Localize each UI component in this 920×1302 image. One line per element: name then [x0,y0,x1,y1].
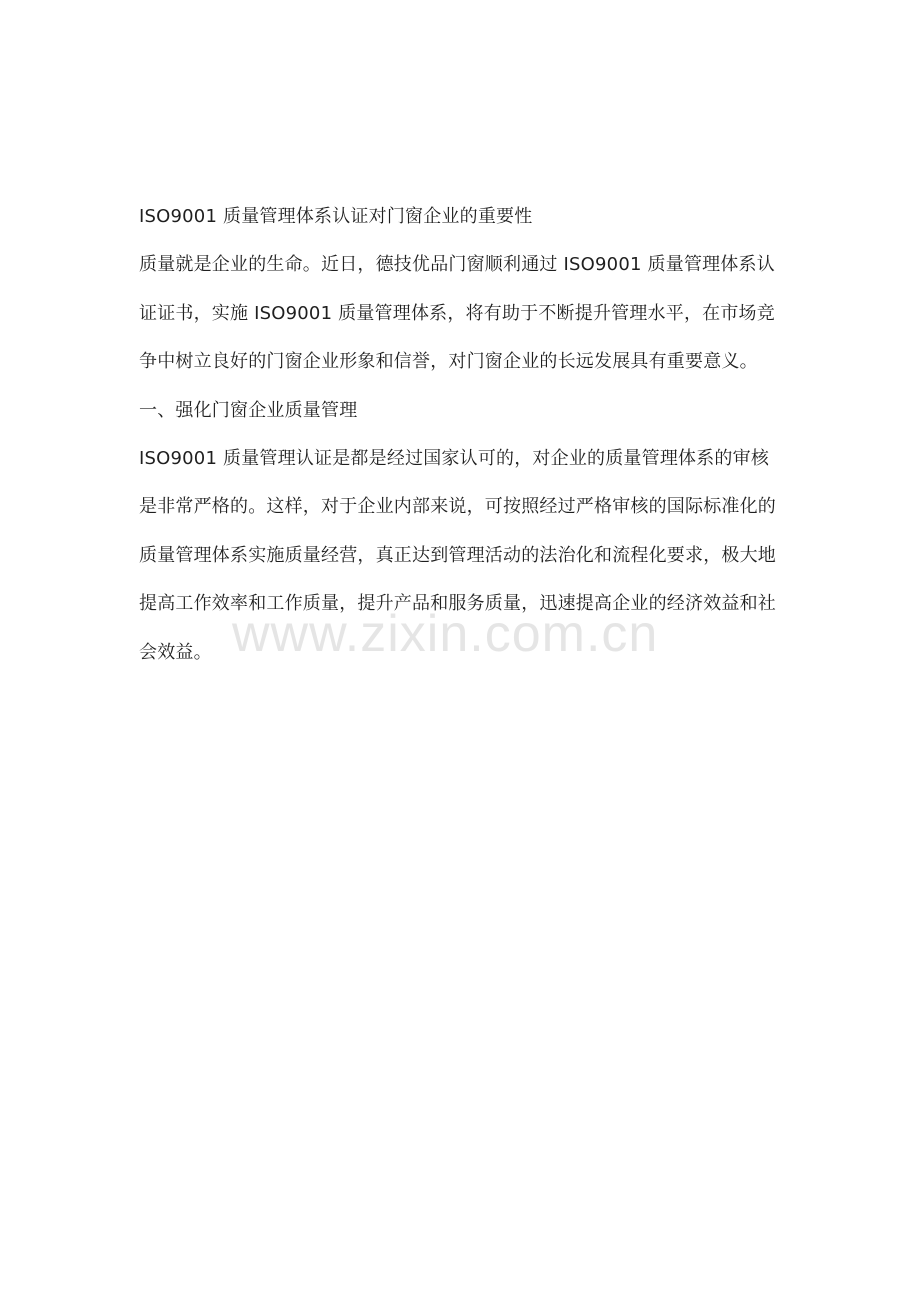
paragraph-line: 是非常严格的。这样，对于企业内部来说，可按照经过严格审核的国际标准化的 [139,496,776,518]
paragraph-line: ISO9001 质量管理认证是都是经过国家认可的，对企业的质量管理体系的审核 [139,447,770,469]
document-title: ISO9001 质量管理体系认证对门窗企业的重要性 [139,206,533,227]
paragraph-line: 提高工作效率和工作质量，提升产品和服务质量，迅速提高企业的经济效益和社 [139,593,776,615]
section-heading: 一、强化门窗企业质量管理 [139,399,358,421]
paragraph-line: 质量就是企业的生命。近日，德技优品门窗顺利通过 ISO9001 质量管理体系认 [139,254,775,276]
paragraph-line: 会效益。 [139,641,212,663]
paragraph-line: 争中树立良好的门窗企业形象和信誉，对门窗企业的长远发展具有重要意义。 [139,351,758,373]
watermark: www.zixin.com.cn [232,605,659,663]
paragraph-line: 证证书，实施 ISO9001 质量管理体系，将有助于不断提升管理水平，在市场竞 [139,302,775,324]
paragraph-line: 质量管理体系实施质量经营，真正达到管理活动的法治化和流程化要求，极大地 [139,544,776,566]
document-body [139,193,784,677]
